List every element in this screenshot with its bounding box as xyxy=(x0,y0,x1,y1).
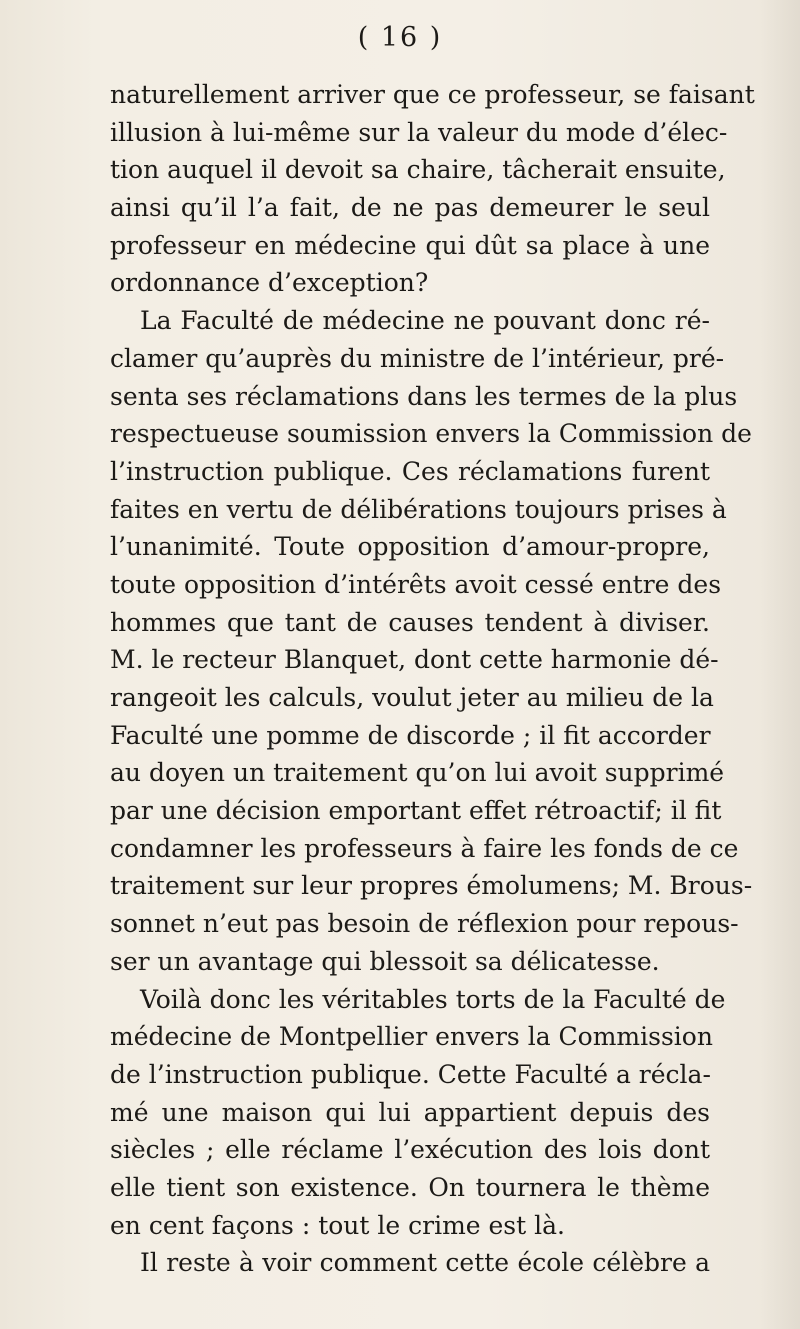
text-line: Voilà donc les véritables torts de la Faculté de xyxy=(140,984,726,1014)
text-line: Faculté une pomme de discorde ; il fit accorder xyxy=(110,720,711,750)
text-line: ainsi qu’il l’a fait, de ne pas demeurer le seul xyxy=(110,193,710,223)
text-line: par une décision emportant effet rétroactif; il fit xyxy=(110,796,722,826)
text-line: mé une maison qui lui appartient depuis des xyxy=(110,1097,710,1127)
text-body xyxy=(110,76,755,1282)
text-line: naturellement arriver que ce professeur, se faisant xyxy=(110,80,755,109)
text-line: Il reste à voir comment cette école célèbre a xyxy=(140,1248,710,1278)
text-line: de l’instruction publique. Cette Faculté a récla- xyxy=(110,1059,711,1089)
text-line: faites en vertu de délibérations toujours prises à xyxy=(110,494,727,524)
text-line: tion auquel il devoit sa chaire, tâcherait ensuite, xyxy=(110,155,726,185)
text-line: clamer qu’auprès du ministre de l’intérieur, pré- xyxy=(110,343,725,373)
text-line: au doyen un traitement qu’on lui avoit supprimé xyxy=(110,758,725,788)
text-line: siècles ; elle réclame l’exécution des lois dont xyxy=(110,1135,710,1165)
page-number: ( 16 ) xyxy=(357,22,443,53)
text-line: M. le recteur Blanquet, dont cette harmonie dé- xyxy=(110,645,719,675)
text-line: hommes que tant de causes tendent à diviser. xyxy=(110,607,710,637)
text-line: rangeoit les calculs, voulut jeter au milieu de la xyxy=(110,683,714,712)
text-line: senta ses réclamations dans les termes de la plus xyxy=(110,381,738,411)
text-line: toute opposition d’intérêts avoit cessé entre des xyxy=(110,569,722,599)
text-line: traitement sur leur propres émolumens; M. Brous- xyxy=(110,871,753,901)
text-line: sonnet n’eut pas besoin de réflexion pour repous- xyxy=(110,909,739,939)
text-line: l’instruction publique. Ces réclamations furent xyxy=(110,456,710,486)
text-line: l’unanimité. Toute opposition d’amour-propre, xyxy=(110,532,710,562)
text-line: professeur en médecine qui dût sa place à une xyxy=(110,230,710,260)
text-line: respectueuse soumission envers la Commission de xyxy=(110,419,752,449)
text-line: elle tient son existence. On tournera le thème xyxy=(110,1172,710,1202)
text-line: ordonnance d’exception? xyxy=(110,268,429,298)
page-edge-shadow xyxy=(760,0,800,1329)
text-line: médecine de Montpellier envers la Commission xyxy=(110,1022,713,1052)
text-line: en cent façons : tout le crime est là. xyxy=(110,1210,565,1240)
text-line: ser un avantage qui blessoit sa délicatesse. xyxy=(110,946,660,976)
text-line: La Faculté de médecine ne pouvant donc ré- xyxy=(140,306,710,336)
text-line: condamner les professeurs à faire les fonds de ce xyxy=(110,833,739,863)
text-line: illusion à lui-même sur la valeur du mode d’élec- xyxy=(110,117,728,147)
